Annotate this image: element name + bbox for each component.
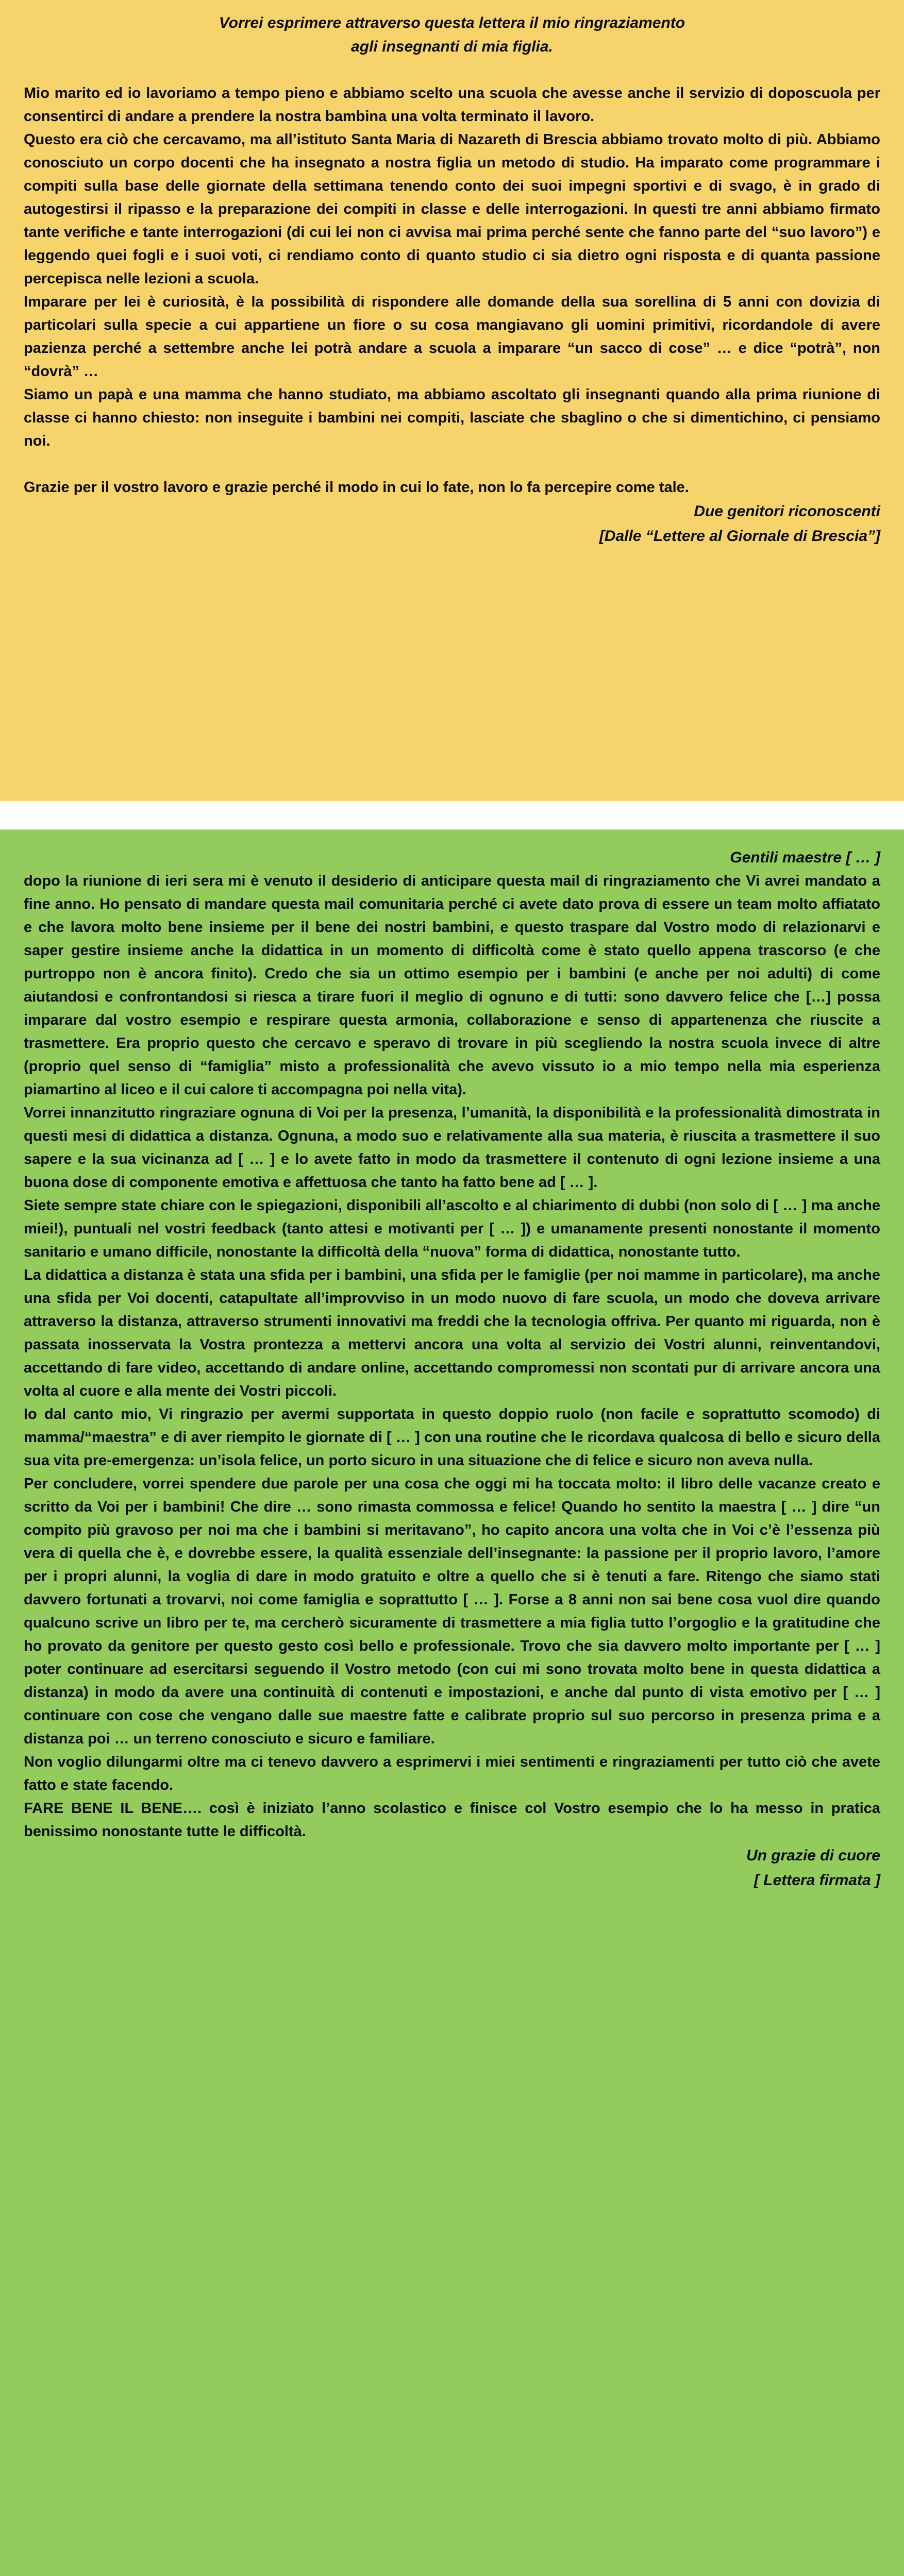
- letter1-intro-line2: agli insegnanti di mia figlia.: [351, 38, 553, 55]
- letter2-paragraph: La didattica a distanza è stata una sfida per i bambini, una sfida per le famiglie (per noi mamme in particolare), ma anche una sfida per Voi docenti, catapultate all’improvviso in un modo nuovo di fare scuola, un modo che doveva arrivare attraverso la distanza, attraverso strumenti innovativi ma freddi che la tecnologia offriva. Per quanto mi riguarda, non è passata inosservata la Vostra prontezza a mettervi ancora una volta al servizio dei Vostri alunni, reinventandovi, accettando di fare video, accettando di andare online, accettando compromessi non scontati pur di arrivare ancora una volta al cuore e alla mente dei Vostri piccoli.: [24, 1267, 880, 1399]
- letter1-closing: Grazie per il vostro lavoro e grazie perché il modo in cui lo fate, non lo fa percepire come tale.: [24, 479, 689, 496]
- letter2-signature: Un grazie di cuore: [746, 1847, 880, 1864]
- letter2-paragraph: Vorrei innanzitutto ringraziare ognuna di Voi per la presenza, l’umanità, la disponibilità e la professionalità dimostrata in questi mesi di didattica a distanza. Ognuna, a modo suo e relativamente alla sua materia, è riuscita a trasmettere il suo sapere e la sua vicinanza ad [ … ] e lo avete fatto in modo da trasmettere il contenuto di ogni lezione insieme a una buona dose di componente emotiva e affettuosa che tanto ha fatto bene ad [ … ].: [24, 1105, 880, 1191]
- letter-green: [0, 829, 904, 2576]
- letter1-source: [Dalle “Lettere al Giornale di Brescia”]: [599, 528, 880, 545]
- letter2-source: [ Lettera firmata ]: [754, 1872, 880, 1889]
- letter2-paragraph: Non voglio dilungarmi oltre ma ci tenevo davvero a esprimervi i miei sentimenti e ringraziamenti per tutto ciò che avete fatto e state facendo.: [24, 1754, 880, 1793]
- letter2-paragraph: dopo la riunione di ieri sera mi è venuto il desiderio di anticipare questa mail di ringraziamento che Vi avrei mandato a fine anno. Ho pensato di mandare questa mail comunitaria perché ci avete dato prova di essere un team molto affiatato e che lavora molto bene insieme per il bene dei nostri bambini, e questo traspare dal Vostro modo di relazionarvi e saper gestire insieme anche la didattica in un momento di difficoltà come è stato quello appena trascorso (e che purtroppo non è ancora finito). Credo che sia un ottimo esempio per i bambini (e anche per noi adulti) di come aiutandosi e confrontandosi si riesca a tirare fuori il meglio di ognuno e di tutti: sono davvero felice che […] possa imparare dal vostro esempio e respirare questa armonia, collaborazione e senso di appartenenza che riuscite a trasmettere. Era proprio questo che cercavo e speravo di trovare in più scegliendo la nostra scuola invece di altre (proprio quel senso di “famiglia” misto a professionalità che avevo vissuto io a mio tempo nella mia esperienza piamartino al liceo e il cui calore ti accompagna poi nella vita).: [24, 873, 880, 1098]
- letter2-paragraph: Siete sempre state chiare con le spiegazioni, disponibili all’ascolto e al chiarimento di dubbi (non solo di [ … ] ma anche miei!), puntuali nel vostri feedback (tanto attesi e motivanti per [ … ]) e umanamente presenti nonostante il momento sanitario e umano difficile, nonostante la difficoltà della “nuova” forma di didattica, nonostante tutto.: [24, 1197, 880, 1260]
- letter2-paragraph: Per concludere, vorrei spendere due parole per una cosa che oggi mi ha toccata molto: il libro delle vacanze creato e scritto da Voi per i bambini! Che dire … sono rimasta commossa e felice! Quando ho sentito la maestra [ … ] dire “un compito più gravoso per noi ma che i bambini si meritavano”, ho capito ancora una volta che in Voi c’è l’essenza più vera di quella che è, e dovrebbe essere, la qualità essenziale dell’insegnante: la passione per il proprio lavoro, l’amore per i propri alunni, la voglia di dare in modo gratuito e oltre a quello che si è tenuti a fare. Ritengo che siamo stati davvero fortunati a trovarvi, noi come famiglia e soprattutto [ … ]. Forse a 8 anni non sai bene cosa vuol dire quando qualcuno scrive un libro per te, ma cercherò sicuramente di trasmettere a mia figlia tutto l’orgoglio e la gratitudine che ho provato da genitore per questo gesto così bello e professionale. Trovo che sia davvero molto importante per [ … ] poter continuare ad esercitarsi seguendo il Vostro metodo (con cui mi sono trovata molto bene in questa didattica a distanza) in modo da avere una continuità di contenuti e impostazioni, e anche dal punto di vista emotivo per [ … ] continuare con cose che vengano dalle sue maestre fatte e calibrate proprio sul suo percorso in presenza prima e a distanza poi … un terreno conosciuto e sicuro e familiare.: [24, 1476, 880, 1747]
- letter1-paragraph: Mio marito ed io lavoriamo a tempo pieno e abbiamo scelto una scuola che avesse anche il servizio di doposcuola per consentirci di andare a prendere la nostra bambina una volta terminato il lavoro.: [24, 85, 880, 125]
- letter1-intro-line1: Vorrei esprimere attraverso questa lettera il mio ringraziamento: [219, 14, 685, 31]
- letter1-paragraph: Questo era ciò che cercavamo, ma all’istituto Santa Maria di Nazareth di Brescia abbiamo trovato molto di più. Abbiamo conosciuto un corpo docenti che ha insegnato a nostra figlia un metodo di studio. Ha imparato come programmare i compiti sulla base delle giornate della settimana tenendo conto dei suoi impegni sportivi e di svago, è in grado di autogestirsi il ripasso e la preparazione dei compiti in classe e delle interrogazioni. In questi tre anni abbiamo firmato tante verifiche e tante interrogazioni (di cui lei non ci avvisa mai prima perché sente che fanno parte del “suo lavoro”) e leggendo quei fogli e i suoi voti, ci rendiamo conto di quanto studio ci sia dietro ogni risposta e di quanta passione percepisca nelle lezioni a scuola.: [24, 131, 880, 287]
- letter2-paragraph: Io dal canto mio, Vi ringrazio per avermi supportata in questo doppio ruolo (non facile e soprattutto scomodo) di mamma/“maestra” e di aver riempito le giornate di [ … ] con una routine che le ricordava qualcosa di bello e sicuro della sua vita pre-emergenza: un’isola felice, un porto sicuro in una situazione che di felice e sicuro non aveva nulla.: [24, 1406, 880, 1469]
- letter1-paragraph: Siamo un papà e una mamma che hanno studiato, ma abbiamo ascoltato gli insegnanti quando alla prima riunione di classe ci hanno chiesto: non inseguite i bambini nei compiti, lasciate che sbaglino o che si dimentichino, ci pensiamo noi.: [24, 386, 880, 449]
- letter2-greeting: Gentili maestre [ … ]: [730, 849, 880, 866]
- letter2-paragraph: FARE BENE IL BENE…. così è iniziato l’anno scolastico e finisce col Vostro esempio che lo ha messo in pratica benissimo nonostante tutte le difficoltà.: [24, 1800, 880, 1840]
- letter1-paragraph: Imparare per lei è curiosità, è la possibilità di rispondere alle domande della sua sorellina di 5 anni con dovizia di particolari sulla specie a cui appartiene un fiore o su cosa mangiavano gli uomini primitivi, ricordandole di avere pazienza perché a settembre anche lei potrà andare a scuola a imparare “un sacco di cose” … e dice “potrà”, non “dovrà” …: [24, 294, 880, 380]
- letter-yellow: [0, 0, 904, 801]
- letter1-signature: Due genitori riconoscenti: [694, 503, 880, 520]
